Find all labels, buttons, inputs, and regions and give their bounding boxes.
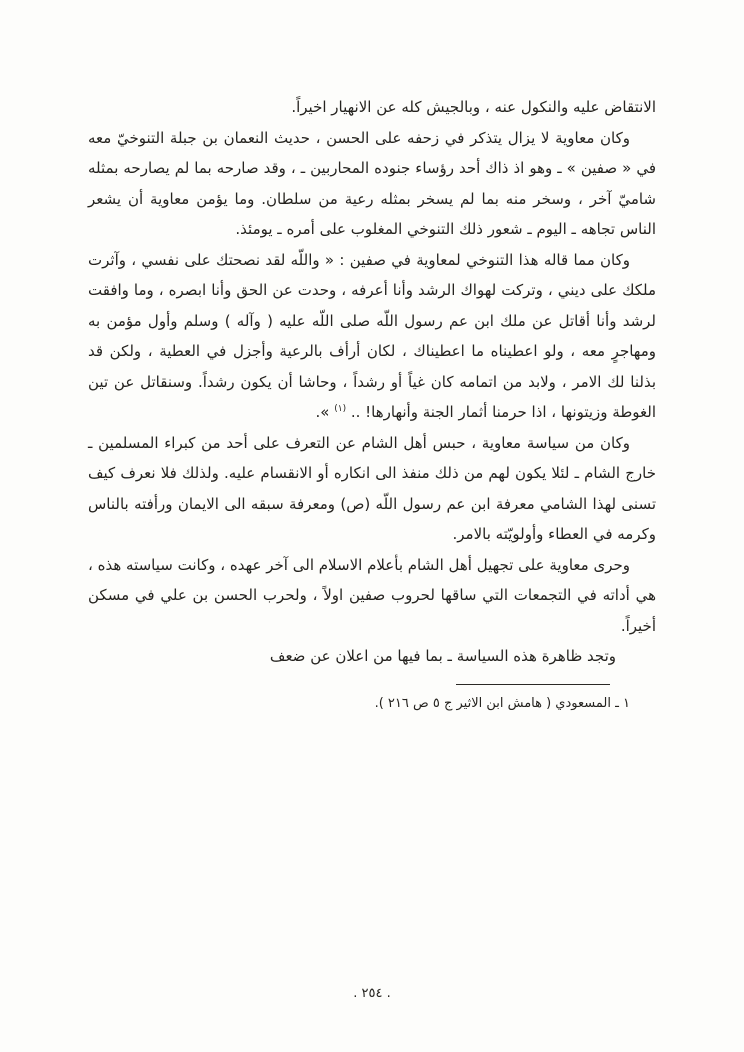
paragraph-tanukhi-intro: وكان معاوية لا يزال يتذكر في زحفه على الحسن ، حديث النعمان بن جبلة التنوخيّ معه في « صفين » ـ وهو اذ ذاك أحد رؤساء جنوده المحاربين ـ ، وقد صارحه بما لم يصارحه بمثله شاميّ آخر ، وسخر منه بما لم يسخر بمثله رعية من سلطان. وما يؤمن معاوية أن يشعر الناس تجاهه ـ اليوم ـ شعور ذلك التنوخي المغلوب على أمره ـ يومئذ. — [88, 128, 656, 238]
paragraph-ignorance-policy: وحرى معاوية على تجهيل أهل الشام بأعلام الاسلام الى آخر عهده ، وكانت سياسته هذه ، هي أداته في التجمعات التي ساقها لحروب صفين اولاً ، ولحرب الحسن بن علي في مسكن أخيراً. — [88, 555, 656, 635]
footnote-text: ١ ـ المسعودي ( هامش ابن الاثير ج ٥ ص ٢١٦ ). — [374, 696, 630, 711]
footnote-marker: (١) — [334, 404, 347, 414]
quote-closing: ». — [315, 403, 335, 421]
page-number: . ٢٥٤ . — [353, 986, 391, 1001]
body-text-block — [88, 92, 656, 672]
quote-text: وكان مما قاله هذا التنوخي لمعاوية في صفين : « واللّه لقد نصحتك على نفسي ، وآثرت ملكك على ديني ، وتركت لهواك الرشد وأنا أعرفه ، وحدت عن الحق وأنا ابصره ، وما وافقت لرشد وأنا أقاتل عن ملك ابن عم رسول اللّه صلى اللّه عليه ( وآله ) وسلم وأول مؤمن به ومهاجرٍ معه ، ولو اعطيناه ما اعطيناك ، لكان أرأف بالرعية وأجزل في العطية ، ولكن قد بذلنا لك الامر ، ولابد من اتمامه كان غياً أو رشداً ، وحاشا أن يكون رشداً. وسنقاتل عن تين الغوطة وزيتونها ، اذا حرمنا أثمار الجنة وأنهارها! .. — [88, 250, 656, 421]
footnote-area — [88, 684, 656, 714]
paragraph-muawiya-policy: وكان من سياسة معاوية ، حبس أهل الشام عن التعرف على أحد من كبراء المسلمين ـ خارج الشام ـ لئلا يكون لهم من ذلك منفذ الى انكاره أو الانقسام عليه. ولذلك فلا نعرف كيف تسنى لهذا الشامي معرفة ابن عم رسول اللّه (ص) ومعرفة سبقه الى الايمان ورأفته بالناس وكرمه في العطاء وأولويّته بالامر. — [88, 433, 656, 543]
paragraph-page-end: وتجد ظاهرة هذه السياسة ـ بما فيها من اعلان عن ضعف — [269, 647, 616, 665]
footnote-separator — [456, 684, 610, 685]
paragraph-continuation: الانتقاض عليه والنكول عنه ، وبالجيش كله عن الانهيار اخيراً. — [291, 98, 656, 116]
paragraph-tanukhi-quote — [88, 245, 656, 428]
